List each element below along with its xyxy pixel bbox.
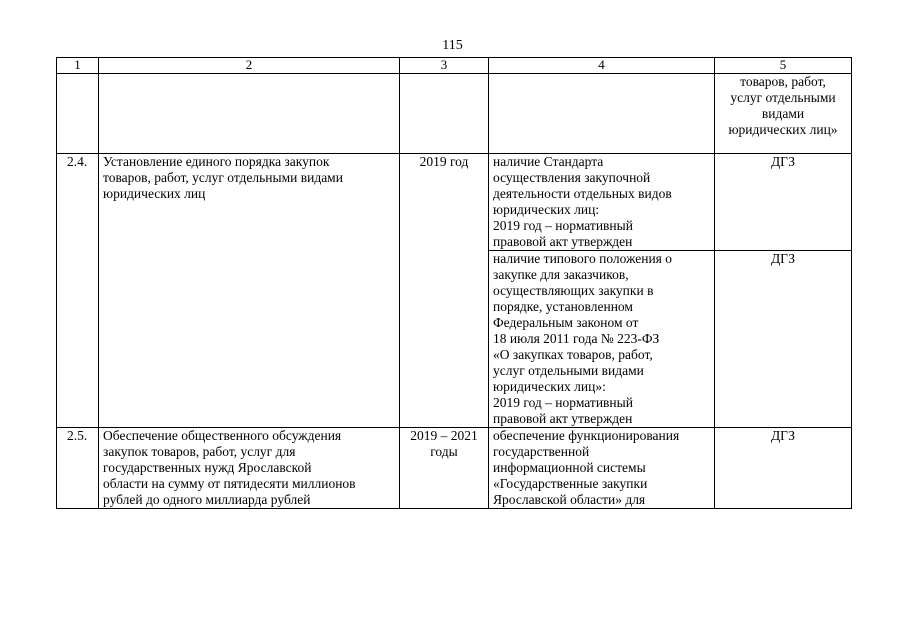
header-col-5: 5 xyxy=(715,58,852,74)
indicator-line: государственной xyxy=(493,444,590,459)
executor-line: видами xyxy=(761,106,805,121)
indicator-line: порядке, установленном xyxy=(493,299,633,314)
cell-indicator xyxy=(489,154,715,251)
cell-num xyxy=(57,74,99,154)
indicator-line: «О закупках товаров, работ, xyxy=(493,347,653,362)
cell-executor: ДГЗ xyxy=(715,428,852,509)
table-header-row xyxy=(57,58,852,74)
cell-num: 2.4. xyxy=(57,154,99,428)
indicator-line: юридических лиц»: xyxy=(493,379,606,394)
description-line: рублей до одного миллиарда рублей xyxy=(103,492,311,507)
cell-term xyxy=(400,428,489,509)
cell-num: 2.5. xyxy=(57,428,99,509)
table-row xyxy=(57,154,852,251)
description-line: Установление единого порядка закупок xyxy=(103,154,330,169)
indicator-line: 18 июля 2011 года № 223-ФЗ xyxy=(493,331,660,346)
header-col-4: 4 xyxy=(489,58,715,74)
cell-indicator xyxy=(489,428,715,509)
indicator-line: деятельности отдельных видов xyxy=(493,186,672,201)
indicator-line: правовой акт утвержден xyxy=(493,411,633,426)
indicator-line: наличие Стандарта xyxy=(493,154,604,169)
description-line: товаров, работ, услуг отдельными видами xyxy=(103,170,343,185)
indicator-line: 2019 год – нормативный xyxy=(493,395,633,410)
indicator-line: обеспечение функционирования xyxy=(493,428,680,443)
cell-description xyxy=(99,74,400,154)
term-line: 2019 – 2021 xyxy=(410,428,478,443)
document-table xyxy=(56,57,852,509)
indicator-line: Ярославской области» для xyxy=(493,492,646,507)
header-col-3: 3 xyxy=(400,58,489,74)
indicator-line: 2019 год – нормативный xyxy=(493,218,633,233)
cell-executor: ДГЗ xyxy=(715,154,852,251)
cell-executor xyxy=(715,74,852,154)
indicator-line: «Государственные закупки xyxy=(493,476,648,491)
executor-line: товаров, работ, xyxy=(740,74,826,89)
indicator-line: наличие типового положения о xyxy=(493,251,673,266)
executor-line: юридических лиц» xyxy=(728,122,838,137)
description-line: Обеспечение общественного обсуждения xyxy=(103,428,342,443)
indicator-line: правовой акт утвержден xyxy=(493,234,633,249)
indicator-line: Федеральным законом от xyxy=(493,315,639,330)
description-line: юридических лиц xyxy=(103,186,206,201)
executor-line: услуг отдельными xyxy=(730,90,836,105)
header-col-2: 2 xyxy=(99,58,400,74)
cell-indicator xyxy=(489,74,715,154)
indicator-line: юридических лиц: xyxy=(493,202,600,217)
cell-indicator xyxy=(489,251,715,428)
description-line: области на сумму от пятидесяти миллионов xyxy=(103,476,356,491)
cell-executor: ДГЗ xyxy=(715,251,852,428)
indicator-line: осуществляющих закупки в xyxy=(493,283,654,298)
indicator-line: закупке для заказчиков, xyxy=(493,267,629,282)
indicator-line: информационной системы xyxy=(493,460,646,475)
cell-term xyxy=(400,74,489,154)
cell-term: 2019 год xyxy=(400,154,489,428)
cell-description xyxy=(99,428,400,509)
description-line: закупок товаров, работ, услуг для xyxy=(103,444,296,459)
description-line: государственных нужд Ярославской xyxy=(103,460,312,475)
indicator-line: осуществления закупочной xyxy=(493,170,651,185)
term-line: годы xyxy=(430,444,458,459)
cell-description xyxy=(99,154,400,428)
indicator-line: услуг отдельными видами xyxy=(493,363,644,378)
table-row xyxy=(57,74,852,154)
page-number: 115 xyxy=(442,38,463,53)
header-col-1: 1 xyxy=(57,58,99,74)
table-row xyxy=(57,428,852,509)
